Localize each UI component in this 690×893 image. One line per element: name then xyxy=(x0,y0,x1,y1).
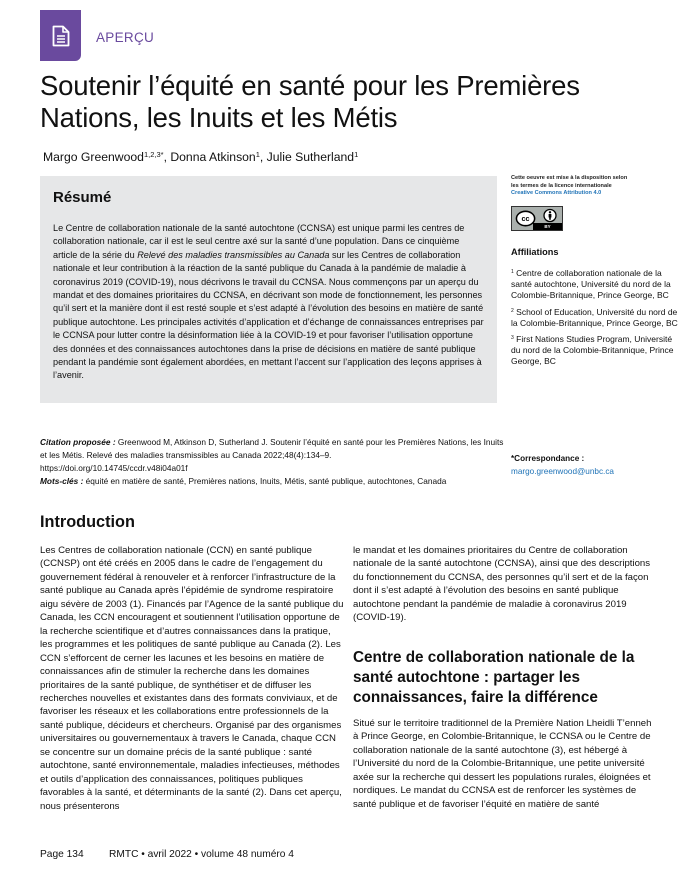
affiliation-text: Centre de collaboration nationale de la santé autochtone, Université du nord de la Colombie-Britannique, Prince George, BC xyxy=(511,268,671,301)
affiliation-num: 3 xyxy=(511,335,514,342)
author-affiliation-sup: 1 xyxy=(255,150,260,159)
ccnsa-section-paragraph: Situé sur le territoire traditionnel de la Première Nation Lheidli T’enneh à Prince George, en Colombie-Britannique, le CCNSA ou le Centre de collaboration nationale de la santé autochtone (3), est hébergé à l’Université du nord de la Colombie-Britannique, une petite université axée sur la recherche qui dessert les populations rurales, éloignées et nordiques. Le mandat du CCNSA est de renforcer les systèmes de santé publique et de favoriser l’équité en matière de santé xyxy=(353,718,652,810)
page-footer xyxy=(40,849,294,860)
abstract-text-part: sur les Centres de collaboration nationale et leur contribution à la réaction de la santé publique du Canada à la pandémie de maladie à coronavirus 2019 (COVID-19), nous décrivons le travail du CCNSA. Nous commençons par un aperçu du mandat et des domaines prioritaires du CCNSA, en décrivant son mode de fonctionnement, les personnes qu’il sert et la manière dont il est resté souple et s’est adapté à l’évolution des besoins en matière de santé publique autochtone. Les principales activités d’application et d’échange de connaissances entreprises par le CCNSA pour lutter contre la désinformation liée à la COVID-19 et pour favoriser l’utilisation opportune des données et des connaissances autochtones dans la prise de décisions en matière de santé publique pendant la pandémie sont également abordées, en mettant l’accent sur l’application des leçons apprises à l’avenir. xyxy=(53,249,484,381)
abstract-box xyxy=(40,176,497,403)
affiliation-item xyxy=(511,306,681,329)
abstract-heading: Résumé xyxy=(53,189,112,206)
correspondence-label: *Correspondance : xyxy=(511,454,585,463)
svg-text:cc: cc xyxy=(521,215,530,224)
license-link[interactable]: Creative Commons Attribution 4.0 xyxy=(511,190,602,196)
keywords-label: Mots-clés : xyxy=(40,476,84,487)
page-number: Page 134 xyxy=(40,849,84,860)
affiliation-text: School of Education, Université du nord de la Colombie-Britannique, Prince George, BC xyxy=(511,306,678,328)
affiliation-text: First Nations Studies Program, Université du nord de la Colombie-Britannique, Prince George, BC xyxy=(511,334,674,367)
introduction-paragraph: Les Centres de collaboration nationale (CCN) en santé publique (CCNSP) ont été créés en 2005 dans le cadre de l’engagement du gouvernement fédéral à renouveler et à renforcer l’infrastructure de la santé publique au Canada après l’épidémie de syndrome respiratoire aigu sévère de 2003 (1). Financés par l’Agence de la santé publique du Canada, les CCN encouragent et soutiennent l’utilisation opportune de la recherche scientifique et d’autres connaissances dans la pratique, les programmes et les politiques de santé publique au Canada (2). Les CCN s’efforcent de cerner les lacunes et les besoins en matière de connaissances afin de stimuler la recherche dans les domaines prioritaires de la santé publique, de synthétiser et de diffuser les recherches nouvelles et existantes dans des formats conviviaux, et de favoriser les réseaux et les collaborations entre professionnels de la santé publique, décideurs et chercheurs. Organisé par des organismes universitaires ou gouvernementaux à travers le Canada, chaque CCN se concentre sur un domaine précis de la santé publique : santé autochtone, santé environnementale, maladies infectieuses, méthodes et outils d’application des connaissances, politiques publiques favorables à la santé, et déterminants de la santé (2). Dans cet aperçu, nous présenterons xyxy=(40,545,344,812)
author-name: Julie Sutherland xyxy=(266,150,355,164)
journal-name-italic: Relevé des maladies transmissibles au Canada xyxy=(137,249,330,260)
ccnsa-section-heading: Centre de collaboration nationale de la santé autochtone : partager les connaissances, faire la différence xyxy=(353,649,635,706)
section-tag xyxy=(40,10,154,61)
citation-text: Greenwood M, Atkinson D, Sutherland J. Soutenir l’équité en santé pour les Premières Nations, les Inuits et les Métis. Relevé des maladies transmissibles au Canada 2022;48(4):134–9. xyxy=(40,437,504,461)
affiliations-heading: Affiliations xyxy=(511,247,559,257)
license-line: Cette oeuvre est mise à la disposition selon xyxy=(511,175,628,181)
document-icon xyxy=(40,10,81,61)
license-line: les termes de la licence internationale xyxy=(511,182,612,189)
affiliation-num: 1 xyxy=(511,269,514,275)
author-name: Margo Greenwood xyxy=(43,150,144,164)
affiliations-list xyxy=(511,267,681,372)
author-affiliation-sup: 1,2,3* xyxy=(143,150,164,159)
affiliation-item xyxy=(511,267,681,302)
article-title: Soutenir l’équité en santé pour les Premières Nations, les Inuits et les Métis xyxy=(40,70,580,133)
introduction-continuation: le mandat et les domaines prioritaires du Centre de collaboration nationale de la santé autochtone (CCNSA), ainsi que des descriptions du fonctionnement du CCNSA, des personnes qu’il sert et de la façon dont il s’est adapté à l’évolution des besoins en santé publique autochtone pendant la pandémie de maladie à coronavirus 2019 (COVID-19). xyxy=(353,545,651,624)
affiliation-num: 2 xyxy=(511,307,514,314)
keywords-text: équité en matière de santé, Premières nations, Inuits, Métis, santé publique, autochtones, Canada xyxy=(83,476,447,487)
cc-by-badge[interactable] xyxy=(511,206,563,231)
section-tag-label: APERÇU xyxy=(96,30,155,45)
introduction-heading: Introduction xyxy=(40,513,135,531)
doi-link[interactable]: https://doi.org/10.14745/ccdr.v48i04a01f xyxy=(40,463,188,474)
affiliation-item xyxy=(511,333,681,368)
license-notice xyxy=(511,175,681,198)
abstract-text xyxy=(53,222,484,383)
journal-issue: RMTC • avril 2022 • volume 48 numéro 4 xyxy=(109,849,294,860)
correspondence-email-link[interactable]: margo.greenwood@unbc.ca xyxy=(511,467,614,476)
citation-block xyxy=(40,436,510,488)
citation-label: Citation proposée : xyxy=(40,437,116,447)
author-name: Donna Atkinson xyxy=(170,150,256,164)
abstract-text-part: Le Centre de collaboration nationale de la santé autochtone (CCNSA) est unique parmi les centres de collaboration nationale, car il est le seul centre axé sur la santé d’une population. Dans ce cinquième article de la série du xyxy=(53,223,465,260)
correspondence-block xyxy=(511,452,681,478)
author-list: Margo Greenwood$^{1,2,3*}$, Donna Atkinson$^1$, Julie Sutherland$^1$ xyxy=(43,150,359,164)
author-affiliation-sup: 1 xyxy=(354,150,359,159)
by-label: BY xyxy=(533,223,562,230)
